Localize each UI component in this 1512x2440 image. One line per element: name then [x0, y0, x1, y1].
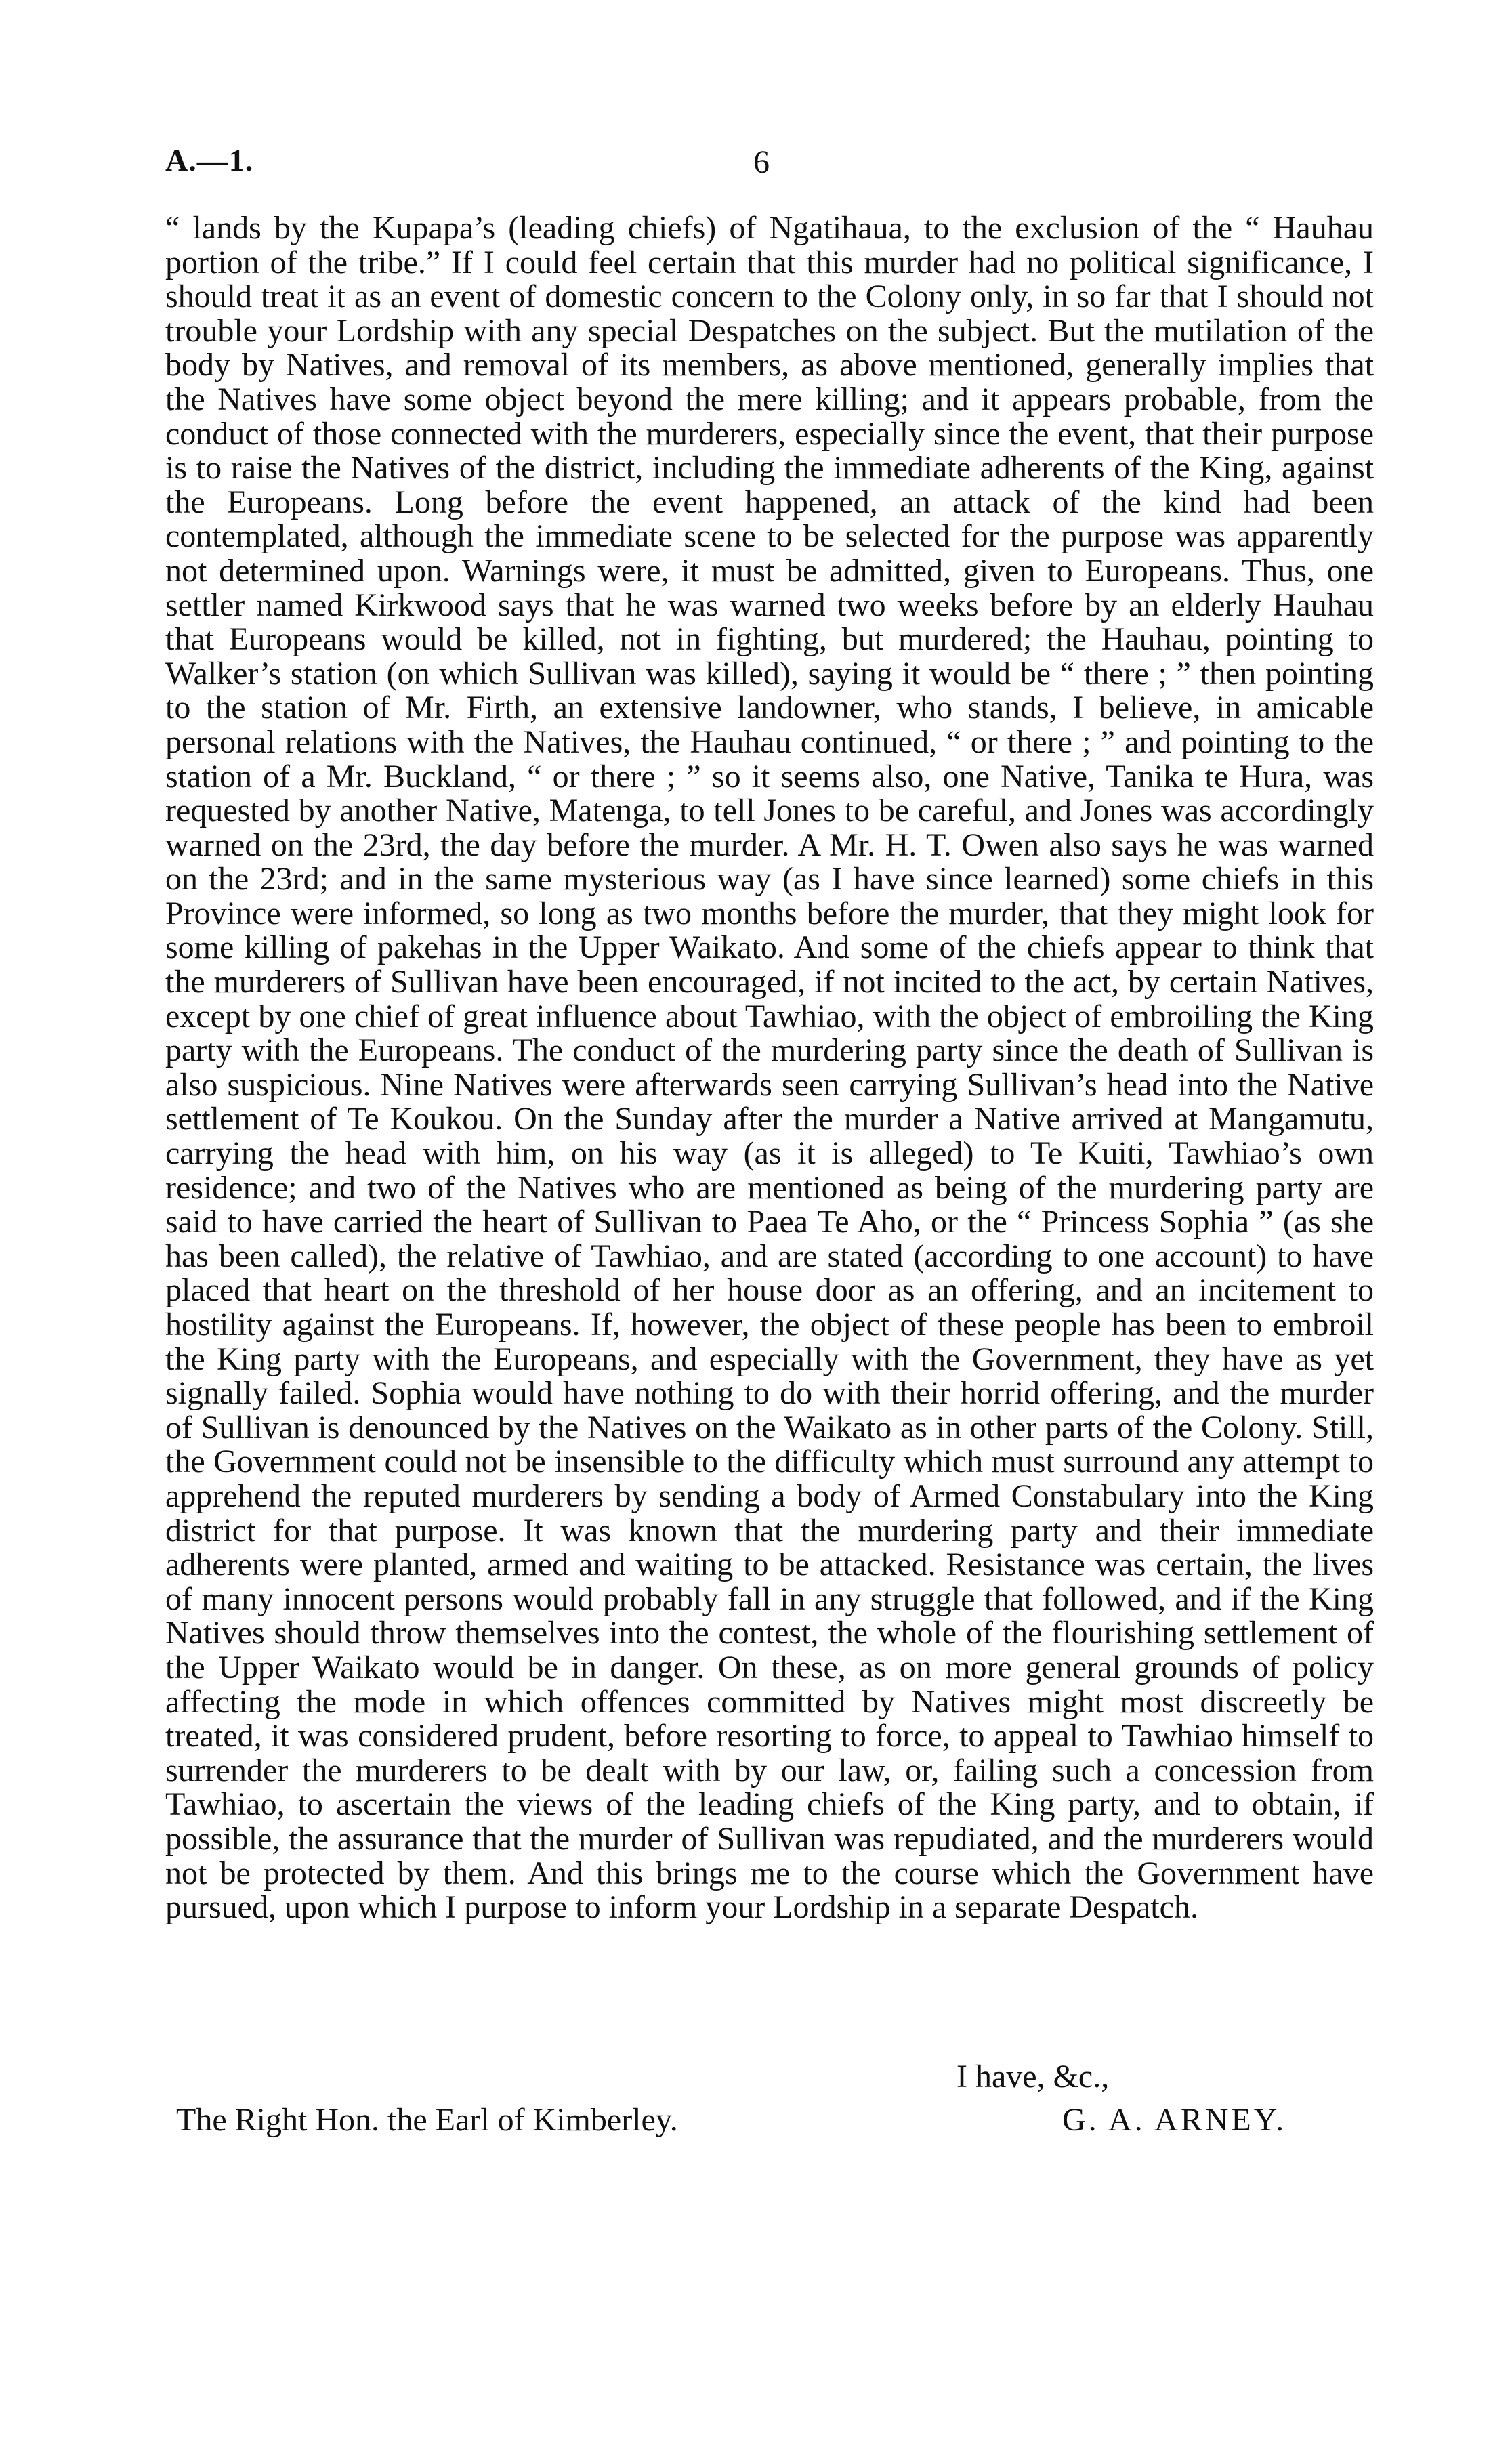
addressee: The Right Hon. the Earl of Kimberley.: [176, 2102, 678, 2138]
document-reference: A.—1.: [165, 143, 254, 177]
signature: G. A. ARNEY.: [1062, 2102, 1287, 2138]
body-paragraph: “ lands by the Kupapa’s (leading chiefs) of Ngatihaua, to the exclusion of the “ Hauhau portion of the tribe.” If I could feel certain that this murder had no political significance, I should treat it as an event of domestic concern to the Colony only, in so far that I should not trouble your Lordship with any special Despatches on the subject. But the mutilation of the body by Natives, and removal of its members, as above mentioned, generally implies that the Natives have some object beyond the mere killing; and it appears probable, from the conduct of those connected with the murderers, especially since the event, that their purpose is to raise the Natives of the district, including the immediate adherents of the King, against the Europeans. Long before the event happened, an attack of the kind had been contemplated, although the immediate scene to be selected for the purpose was apparently not determined upon. Warnings were, it must be admitted, given to Europeans. Thus, one settler named Kirkwood says that he was warned two weeks before by an elderly Hauhau that Europeans would be killed, not in fighting, but murdered; the Hauhau, pointing to Walker’s station (on which Sullivan was killed), saying it would be “ there ; ” then pointing to the station of Mr. Firth, an extensive landowner, who stands, I believe, in amicable personal relations with the Natives, the Hauhau continued, “ or there ; ” and pointing to the station of a Mr. Buckland, “ or there ; ” so it seems also, one Native, Tanika te Hura, was requested by another Native, Matenga, to tell Jones to be careful, and Jones was accordingly warned on the 23rd, the day before the murder. A Mr. H. T. Owen also says he was warned on the 23rd; and in the same mysterious way (as I have since learned) some chiefs in this Province were informed, so long as two months before the murder, that they might look for some killing of pakehas in the Upper Waikato. And some of the chiefs appear to think that the murderers of Sullivan have been encouraged, if not incited to the act, by certain Natives, except by one chief of great influence about Tawhiao, with the object of embroiling the King party with the Europeans. The conduct of the murdering party since the death of Sullivan is also suspicious. Nine Natives were afterwards seen carrying Sullivan’s head into the Native settlement of Te Koukou. On the Sunday after the murder a Native arrived at Mangamutu, carrying the head with him, on his way (as it is alleged) to Te Kuiti, Tawhiao’s own residence; and two of the Natives who are mentioned as being of the murdering party are said to have carried the heart of Sullivan to Paea Te Aho, or the “ Princess Sophia ” (as she has been called), the relative of Tawhiao, and are stated (according to one account) to have placed that heart on the threshold of her house door as an offering, and an incitement to hostility against the Europeans. If, however, the object of these people has been to embroil the King party with the Europeans, and especially with the Government, they have as yet signally failed. Sophia would have nothing to do with their horrid offering, and the murder of Sullivan is denounced by the Natives on the Waikato as in other parts of the Colony. Still, the Government could not be insensible to the difficulty which must surround any attempt to apprehend the reputed murderers by sending a body of Armed Constabulary into the King district for that purpose. It was known that the murdering party and their immediate adherents were planted, armed and waiting to be attacked. Resistance was certain, the lives of many innocent persons would probably fall in any struggle that followed, and if the King Natives should throw themselves into the contest, the whole of the flourishing settlement of the Upper Waikato would be in danger. On these, as on more general grounds of policy affecting the mode in which offences committed by Natives might most discreetly be treated, it was considered prudent, before resorting to force, to appeal to Tawhiao himself to surrender the murderers to be dealt with by our law, or, failing such a concession from Tawhiao, to ascertain the views of the leading chiefs of the King party, and to obtain, if possible, the assurance that the murder of Sullivan was repudiated, and the murderers would not be protected by them. And this brings me to the course which the Government have pursued, upon which I purpose to inform your Lordship in a separate Despatch.: [165, 210, 1374, 1926]
page-number: 6: [753, 144, 770, 180]
valediction: I have, &c.,: [957, 2059, 1110, 2095]
